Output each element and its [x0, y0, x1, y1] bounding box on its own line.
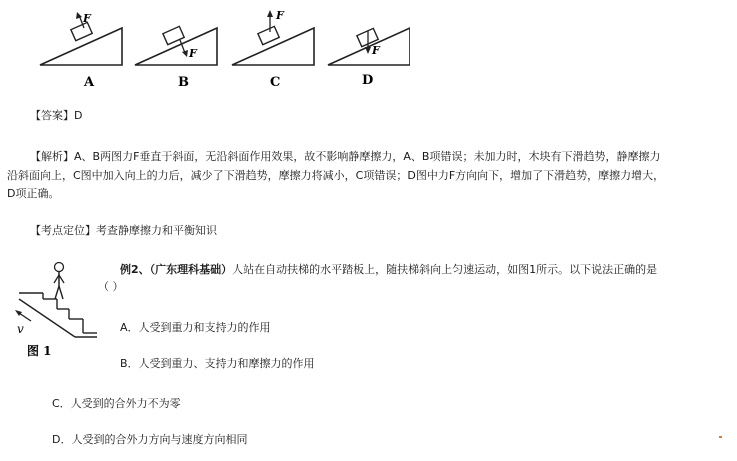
example-tag: 例2、（广东理科基础） [120, 263, 233, 276]
figure-d [328, 28, 410, 65]
example-stem-text: 人站在自动扶梯的水平踏板上，随扶梯斜向上匀速运动，如图1所示。以下说法正确的是 [232, 263, 658, 276]
option-a: A．人受到重力和支持力的作用 [120, 321, 271, 334]
option-d: D．人受到的合外力方向与速度方向相同 [52, 433, 248, 446]
figure-b [135, 26, 217, 65]
incline-figures [30, 0, 410, 92]
figure-a-force-label: F [83, 12, 91, 25]
figure-b-label: B [178, 75, 189, 90]
figure-c-force-label: F [276, 9, 284, 22]
figure-1-label: 图 1 [27, 344, 52, 358]
key-point-text: 【考点定位】考查静摩擦力和平衡知识 [30, 224, 217, 237]
figure-a-label: A [84, 75, 95, 90]
analysis-line-2: 沿斜面向上，C图中加入向上的力后，减少了下滑趋势，摩擦力将减小，C项错误；D图中力F方向向下，增加了下滑趋势，摩擦力增大， [7, 169, 665, 182]
figure-d-label: D [362, 73, 374, 88]
corner-dot [719, 436, 722, 438]
example-stem [120, 263, 657, 276]
figure-b-force-label: F [189, 47, 197, 60]
figure-a [40, 12, 122, 65]
figure-c-label: C [270, 75, 281, 90]
option-c: C．人受到的合外力不为零 [52, 397, 181, 410]
figure-d-force-label: F [372, 44, 380, 57]
answer-text: 【答案】D [30, 109, 83, 122]
figure-c [232, 9, 314, 65]
velocity-label: v [17, 322, 24, 336]
analysis-line-3: D项正确。 [7, 187, 60, 200]
example-answer-paren: （ ） [98, 280, 124, 293]
analysis-line-1: 【解析】A、B两图力F垂直于斜面，无沿斜面作用效果，故不影响静摩擦力，A、B项错误；未加力时，木块有下滑趋势，静摩擦力 [30, 150, 661, 163]
option-b: B．人受到重力、支持力和摩擦力的作用 [120, 357, 315, 370]
escalator-figure [5, 255, 110, 360]
